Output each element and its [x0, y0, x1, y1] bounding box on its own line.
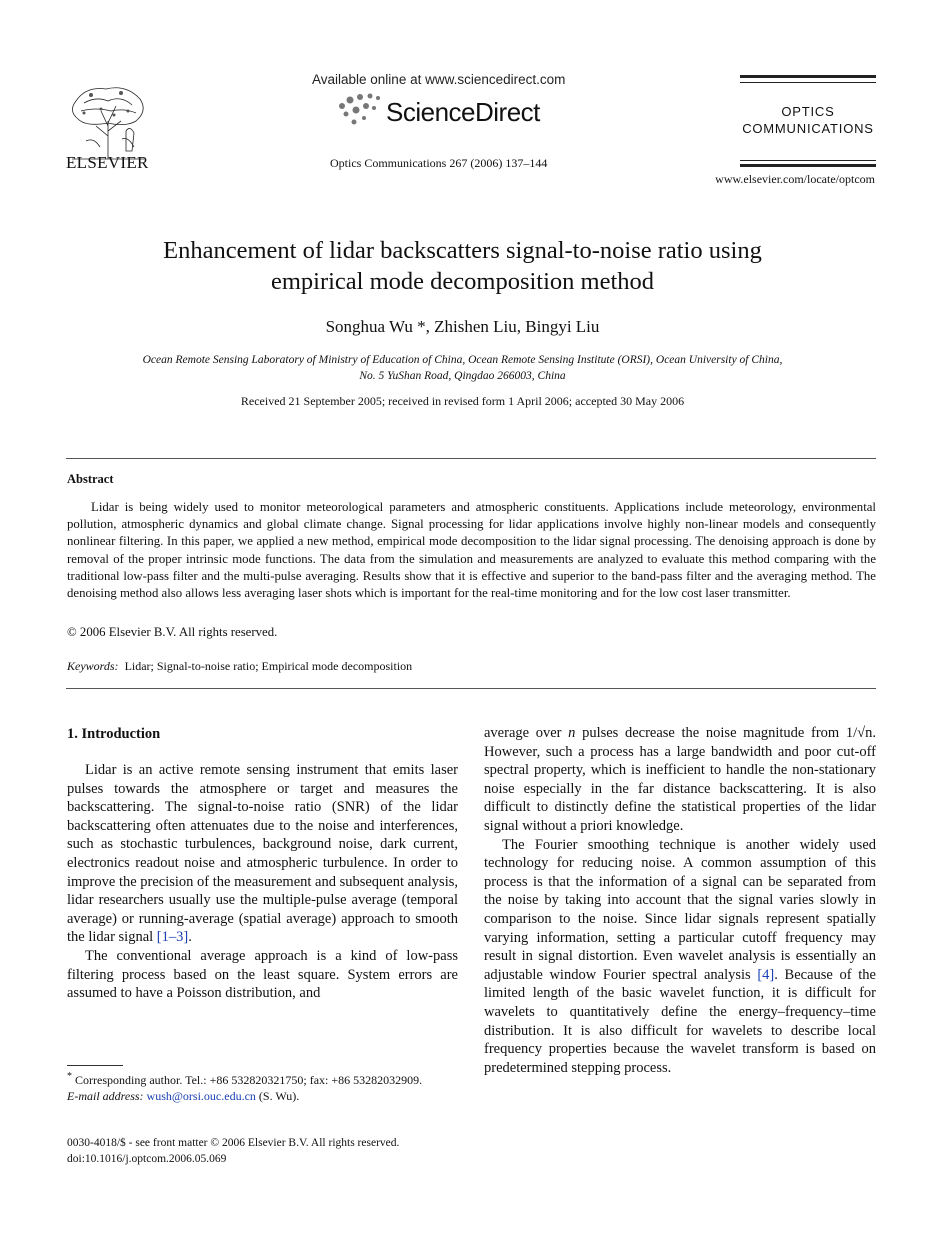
paragraph-text: The Fourier smoothing technique is another widely used technology for reducing noise. A common assumption of this process is that the information of a signal can be separated from the noise by taking into account that the signal varies slowly in comparison to the noise. Since lidar signals represent spatially varying information, setting a particular cutoff frequency may result in signal distortion. Even wavelet analysis is essentially an adjustable window Fourier spectral analysis: [484, 836, 876, 983]
paragraph: [67, 761, 458, 947]
paragraph-text: pulses decrease the noise magnitude from: [575, 725, 846, 741]
journal-citation: Optics Communications 267 (2006) 137–144: [330, 156, 548, 170]
footnote: [67, 1069, 458, 1104]
citation-link[interactable]: [1–3]: [156, 929, 189, 946]
keywords-text: Lidar; Signal-to-noise ratio; Empirical mode decomposition: [124, 659, 413, 673]
divider-top: [66, 458, 876, 459]
journal-url[interactable]: www.elsevier.com/locate/optcom: [715, 172, 875, 186]
journal-name-line1: OPTICS: [781, 104, 835, 119]
abstract-body: Lidar is being widely used to monitor meteorological parameters and atmospheric constituents. Applications include meteorology, environmental pollution, atmospheric dynamics and global climate change. Signal processing for lidar applications involve highly non-linear models and consequently nonlinear filtering. In this paper, we applied a new method, empirical mode decomposition to the lidar signal processing. The denoising approach is done by removal of the proper intrinsic mode functions. The data from the simulation and measurements are analyzed to evaluate this method comparing with the traditional low-pass filter and the multi-pulse averaging. Results show that it is effective and superior to the band-pass filter and the averaging method. The denoising method also allows less averaging laser shots which is important for the real-time monitoring and for the low cost laser transmitter.: [67, 500, 876, 601]
sciencedirect-wordmark: ScienceDirect: [386, 97, 540, 127]
paragraph-text: Lidar is an active remote sensing instrument that emits laser pulses towards the atmosphere or target and measures the backscattering. The signal-to-noise ratio (SNR) of the lidar backscattering often attenuates due to the noise and interferences, such as stochastic turbulences, background noise, dark current, electronics readout noise and atmospheric turbulence. In order to improve the precision of the measurement and subsequent analysis, lidar researchers usually use the multiple-pulse average (temporal average) or running-average (spatial average) approach to smooth the lidar signal: [67, 762, 458, 946]
affiliation-line-2: No. 5 YuShan Road, Qingdao 266003, China: [359, 370, 566, 382]
journal-rule-top-thin: [740, 82, 876, 83]
divider-bottom: [66, 688, 876, 689]
front-matter: [67, 1135, 399, 1167]
affiliation: [60, 352, 865, 384]
keywords: [67, 659, 412, 674]
footnote-marker: *: [67, 1071, 72, 1082]
footnote-corresponding: [67, 1069, 458, 1088]
math-expression: 1/√n: [845, 725, 873, 741]
received-dates: Received 21 September 2005; received in revised form 1 April 2006; accepted 30 May 2006: [240, 394, 685, 408]
email-label: E-mail address:: [67, 1089, 144, 1103]
column-left: [67, 761, 458, 1003]
footnote-text: Corresponding author. Tel.: +86 532820321750; fax: +86 53282032909.: [72, 1073, 423, 1087]
column-right: [484, 724, 876, 1077]
doi-line: doi:10.1016/j.optcom.2006.05.069: [67, 1153, 227, 1165]
citation-link[interactable]: [4]: [757, 966, 775, 983]
available-online-text: Available online at www.sciencedirect.com: [312, 72, 566, 87]
paragraph: The conventional average approach is a kind of low-pass filtering process based on the least square. System errors are assumed to have a Poisson distribution, and: [67, 947, 458, 1002]
title-line-1: Enhancement of lidar backscatters signal-to-noise ratio using: [163, 237, 762, 264]
paragraph-text: . However, such a process has a large bandwidth and poor cut-off spectral property, which is inefficient to handle the non-stationary noise especially in the far distance backscattering. It is also difficult to distinctly define the statistical properties of the lidar signal without a priori knowledge.: [484, 725, 876, 834]
paragraph-text: average over: [484, 725, 569, 741]
abstract-copyright: © 2006 Elsevier B.V. All rights reserved.: [67, 625, 278, 639]
publisher-name: ELSEVIER: [66, 153, 149, 172]
email-suffix: (S. Wu).: [255, 1089, 300, 1103]
title-line-2: empirical mode decomposition method: [270, 268, 655, 295]
keywords-label: Keywords:: [67, 659, 119, 673]
affiliation-line-1: Ocean Remote Sensing Laboratory of Ministry of Education of China, Ocean Remote Sensing Institute (ORSI), Ocean University of China,: [142, 354, 783, 366]
authors: Songhua Wu *, Zhishen Liu, Bingyi Liu: [325, 317, 600, 336]
math-variable: n: [568, 725, 576, 741]
footnote-rule: [67, 1065, 123, 1066]
journal-rule-bottom: [740, 164, 876, 167]
journal-rule-top: [740, 75, 876, 78]
sciencedirect-dots-icon: [336, 92, 384, 128]
journal-rule-bottom-thin: [740, 160, 876, 161]
paragraph-text: . Because of the limited length of the basic wavelet function, it is difficult for wavelets to quantitatively define the energy–frequency–time distribution. It is also difficult for wavelets to describe local frequency properties because the wavelet transform is based on predetermined stepping process.: [484, 966, 876, 1076]
journal-name-line2: COMMUNICATIONS: [742, 121, 874, 136]
article-title: [60, 235, 865, 297]
paragraph: [484, 724, 876, 836]
issn-line: 0030-4018/$ - see front matter © 2006 Elsevier B.V. All rights reserved.: [67, 1137, 400, 1149]
section-heading: 1. Introduction: [67, 726, 161, 742]
abstract-heading: Abstract: [67, 472, 114, 486]
footnote-email-line: [67, 1088, 458, 1104]
paragraph: [484, 836, 876, 1078]
email-link[interactable]: wush@orsi.ouc.edu.cn: [146, 1089, 256, 1103]
paragraph-text: .: [188, 929, 192, 946]
